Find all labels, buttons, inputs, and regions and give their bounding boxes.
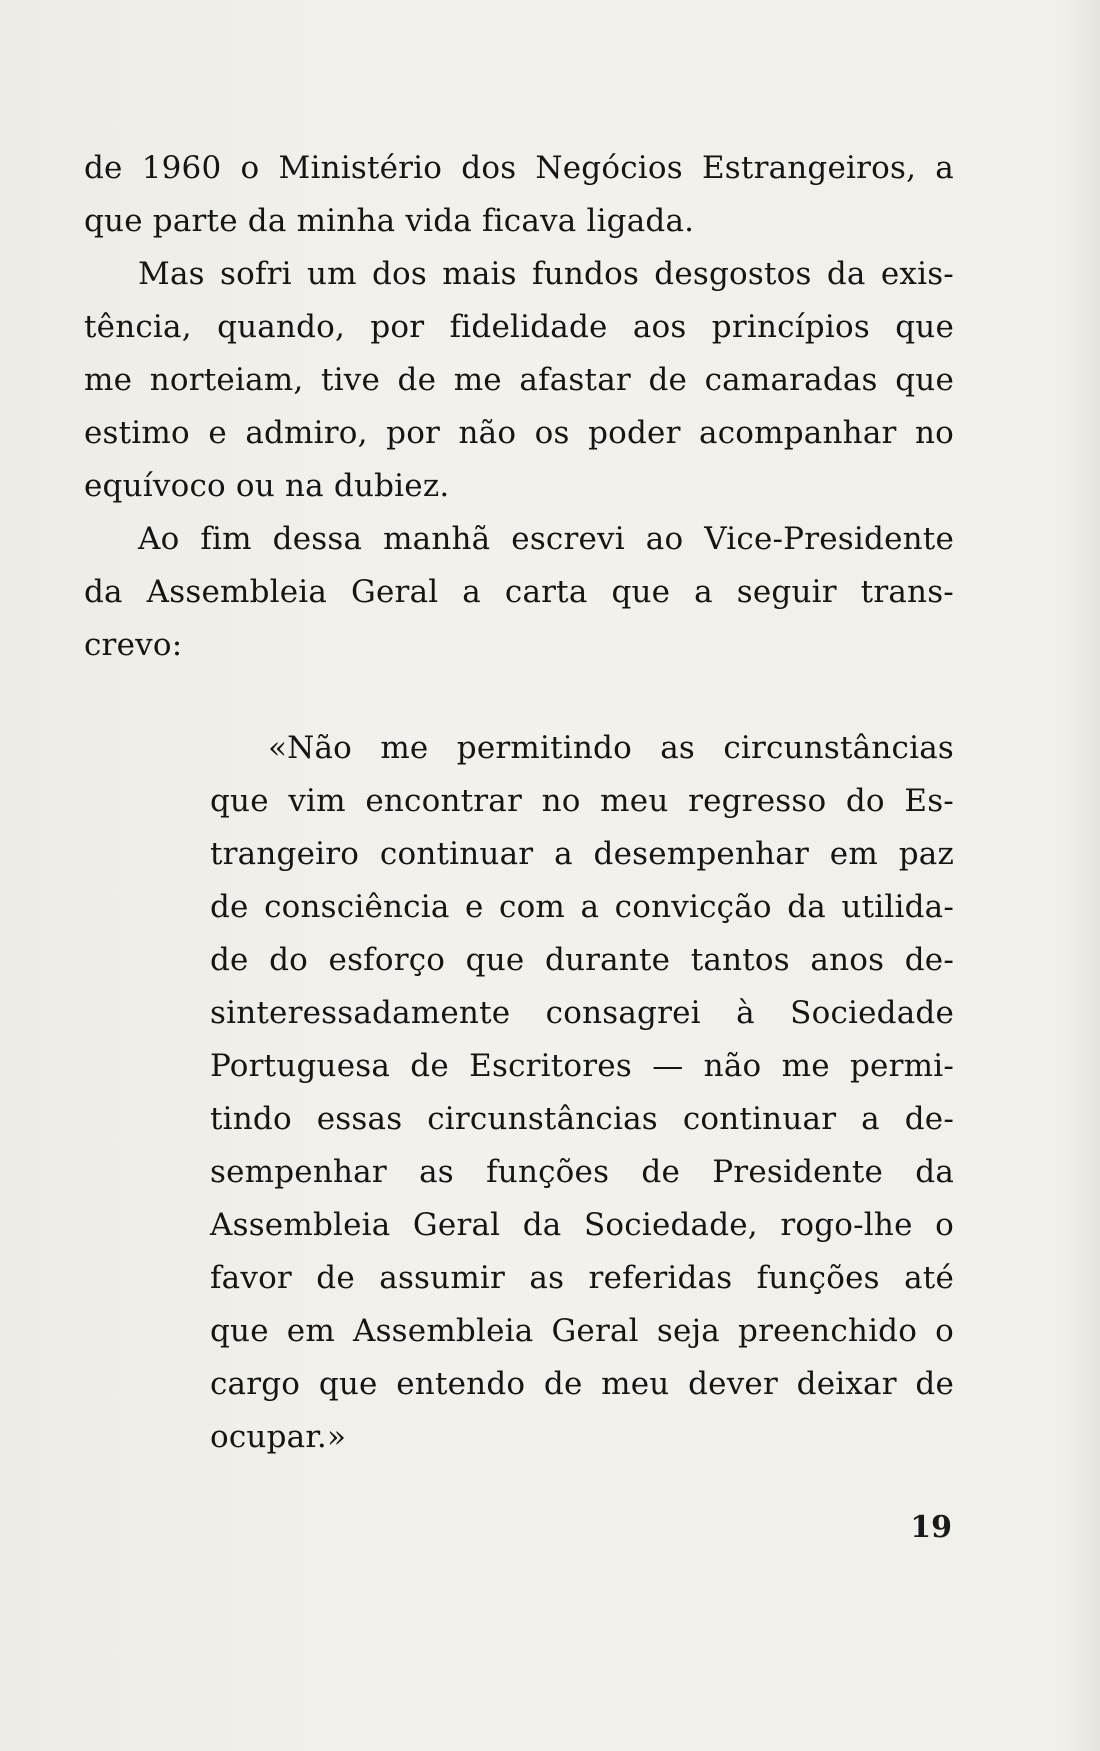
quote-line-5: de do esforço que durante tantos anos de- xyxy=(210,942,954,978)
text-line-1: de 1960 o Ministério dos Negócios Estrangeiros, a xyxy=(84,150,954,186)
quote-line-6: sinteressadamente consagrei à Sociedade xyxy=(210,995,954,1031)
text-line-2: que parte da minha vida ficava ligada. xyxy=(84,203,695,239)
text-line-7: equívoco ou na dubiez. xyxy=(84,468,450,504)
quote-line-1: «Não me permitindo as circunstâncias xyxy=(268,730,954,766)
quote-line-12: que em Assembleia Geral seja preenchido o xyxy=(210,1313,954,1349)
quote-line-11: favor de assumir as referidas funções até xyxy=(210,1260,954,1296)
quote-line-14: ocupar.» xyxy=(210,1419,347,1455)
text-line-3: Mas sofri um dos mais fundos desgostos da exis- xyxy=(138,256,954,292)
quote-line-8: tindo essas circunstâncias continuar a de- xyxy=(210,1101,954,1137)
text-line-10: crevo: xyxy=(84,627,183,663)
text-line-9: da Assembleia Geral a carta que a seguir trans- xyxy=(84,574,954,610)
text-line-5: me norteiam, tive de me afastar de camaradas que xyxy=(84,362,954,398)
quote-line-13: cargo que entendo de meu dever deixar de xyxy=(210,1366,954,1402)
quote-line-2: que vim encontrar no meu regresso do Es- xyxy=(210,783,954,819)
text-line-8: Ao fim dessa manhã escrevi ao Vice-Presidente xyxy=(138,521,954,557)
text-line-4: tência, quando, por fidelidade aos princípios que xyxy=(84,309,954,345)
text-line-6: estimo e admiro, por não os poder acompanhar no xyxy=(84,415,954,451)
quote-line-10: Assembleia Geral da Sociedade, rogo-lhe o xyxy=(210,1207,954,1243)
quote-line-7: Portuguesa de Escritores — não me permi- xyxy=(210,1048,954,1084)
quote-line-3: trangeiro continuar a desempenhar em paz xyxy=(210,836,954,872)
quote-line-4: de consciência e com a convicção da utilida- xyxy=(210,889,954,925)
page-number: 19 xyxy=(910,1510,952,1545)
quote-line-9: sempenhar as funções de Presidente da xyxy=(210,1154,954,1190)
